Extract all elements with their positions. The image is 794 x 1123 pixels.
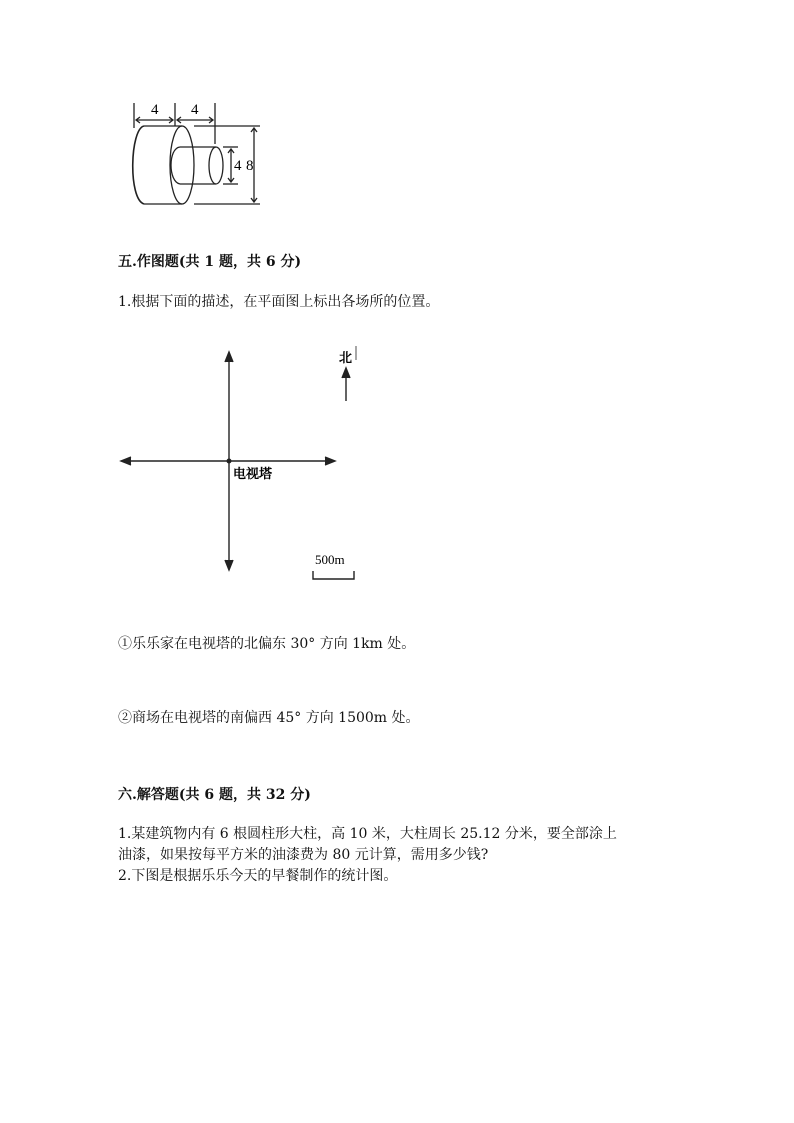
section6-heading: 六.解答题(共 6 题，共 32 分): [118, 787, 311, 803]
section5-question-1: 1.根据下面的描述，在平面图上标出各场所的位置。: [118, 294, 440, 310]
tv-tower-point: [227, 459, 232, 464]
section5-item-1: ①乐乐家在电视塔的北偏东 30° 方向 1km 处。: [118, 636, 416, 652]
cylinder-figure: [118, 96, 278, 214]
map-diagram: [115, 340, 375, 585]
dim-right-width: 4: [191, 102, 199, 118]
section6-question-1-line-1: 1.某建筑物内有 6 根圆柱形大柱，高 10 米，大柱周长 25.12 分米，要全部涂上: [118, 826, 617, 842]
scale-label: 500m: [315, 552, 345, 567]
section5-heading: 五.作图题(共 1 题，共 6 分): [118, 254, 302, 270]
dim-inner-diameter: 4: [234, 158, 242, 174]
section6-question-1-line-2: 油漆，如果按每平方米的油漆费为 80 元计算，需用多少钱?: [118, 847, 489, 863]
section5-item-2: ②商场在电视塔的南偏西 45° 方向 1500m 处。: [118, 710, 420, 726]
north-label: 北: [339, 350, 353, 365]
section6-question-2: 2.下图是根据乐乐今天的早餐制作的统计图。: [118, 868, 398, 884]
dim-outer-diameter: 8: [246, 158, 254, 174]
center-label: 电视塔: [233, 466, 273, 481]
dim-left-width: 4: [151, 102, 159, 118]
